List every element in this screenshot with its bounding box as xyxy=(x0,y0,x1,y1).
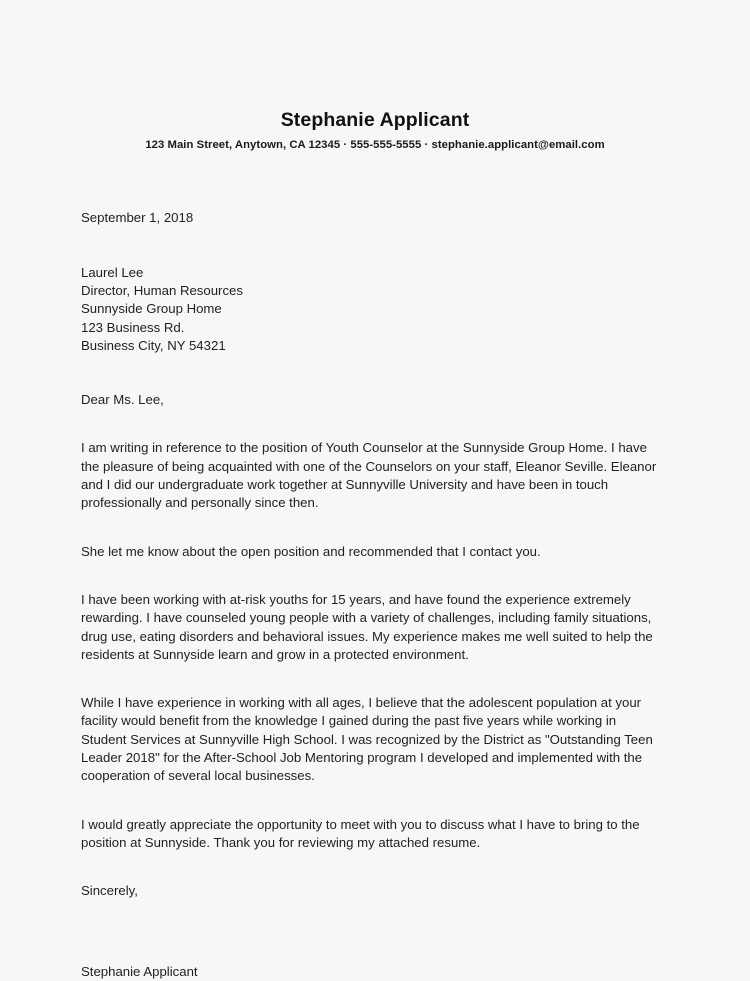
letterhead xyxy=(0,0,750,151)
applicant-contact-line: 123 Main Street, Anytown, CA 12345 · 555-555-5555 · stephanie.applicant@email.com xyxy=(145,139,605,152)
letter-date: September 1, 2018 xyxy=(81,210,194,226)
recipient-address-block xyxy=(81,264,661,355)
letter-paragraph: I would greatly appreciate the opportunity to meet with you to discuss what I have to bring to the position at Sunnyside. Thank you for reviewing my attached resume. xyxy=(81,816,640,850)
signature-name: Stephanie Applicant xyxy=(81,963,198,979)
letter-salutation: Dear Ms. Lee, xyxy=(81,392,164,408)
recipient-city-state-zip: Business City, NY 54321 xyxy=(81,337,226,353)
recipient-title: Director, Human Resources xyxy=(81,282,243,298)
recipient-name: Laurel Lee xyxy=(81,264,144,280)
letter-paragraph: While I have experience in working with all ages, I believe that the adolescent population at your facility would benefit from the knowledge I gained during the past five years while working in Student Services at Sunnyville High School. I was recognized by the District as "Outstanding Teen Leader 2018" for the After-School Job Mentoring program I developed and implemented with the cooperation of several local businesses. xyxy=(81,695,653,784)
letter-paragraph: I have been working with at-risk youths for 15 years, and have found the experience extremely rewarding. I have counseled young people with a variety of challenges, including family situations, drug use, eating disorders and behavioral issues. My experience makes me well suited to help the residents at Sunnyside learn and grow in a protected environment. xyxy=(81,591,653,662)
letter-closing: Sincerely, xyxy=(81,883,138,899)
applicant-name-heading: Stephanie Applicant xyxy=(280,109,470,131)
recipient-street: 123 Business Rd. xyxy=(81,319,185,335)
recipient-organization: Sunnyside Group Home xyxy=(81,301,222,317)
letter-body xyxy=(81,151,661,980)
letter-paragraph: I am writing in reference to the position of Youth Counselor at the Sunnyside Group Home. I have the pleasure of being acquainted with one of the Counselors on your staff, Eleanor Seville. Eleanor and I did our undergraduate work together at Sunnyville University and have been in touch professionally and personally since then. xyxy=(81,440,657,511)
letter-paragraph: She let me know about the open position and recommended that I contact you. xyxy=(81,543,541,559)
